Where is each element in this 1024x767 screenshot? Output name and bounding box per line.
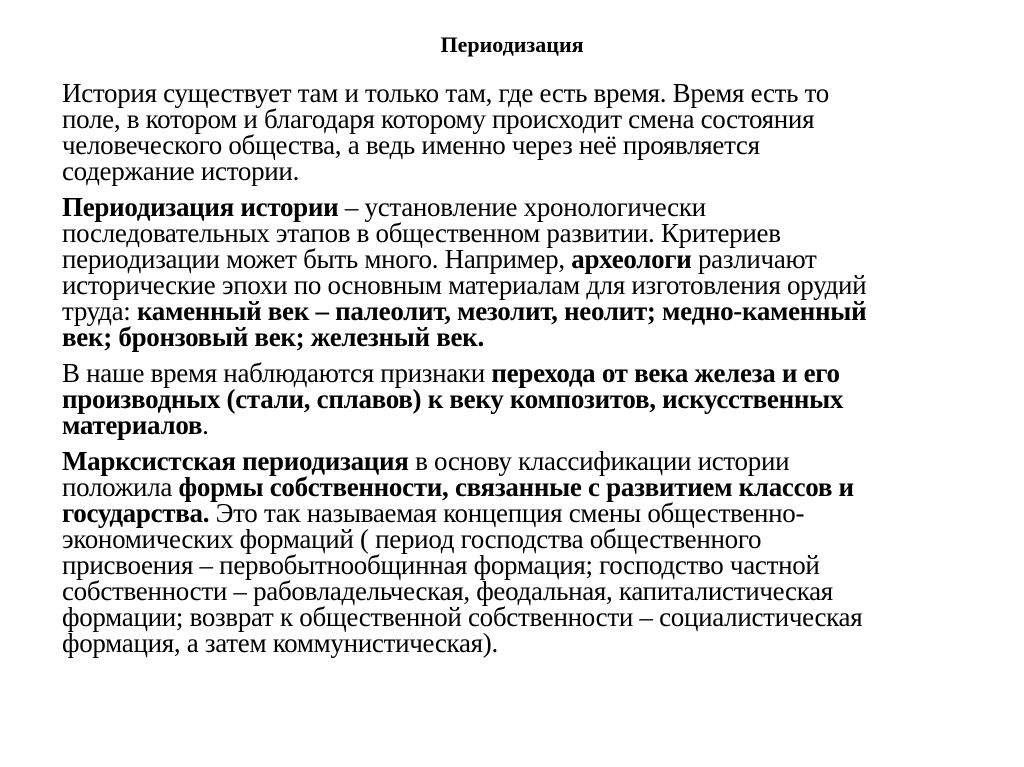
text-line [62,360,962,386]
bold-text: формы собственности, связанные с развитием классов и [178,472,854,502]
text-line [62,272,962,298]
text: поле, в котором и благодаря которому происходит смена состояния [62,104,815,134]
text-line [62,630,962,656]
bold-text: материалов [62,410,203,440]
text: формация, а затем коммунистическая). [62,628,498,658]
text: – установление хронологически [338,192,706,222]
text-line [62,132,962,158]
page-title: Периодизация [440,32,584,57]
bold-text: Периодизация истории [62,192,339,222]
text: История существует там и только там, где есть время. Время есть то [62,78,829,108]
text: человеческого общества, а ведь именно через неё проявляется [62,130,760,160]
bold-text: археологи [571,244,692,274]
text: В наше время наблюдаются признаки [62,358,492,388]
text-line [62,578,962,604]
text-line [62,386,962,412]
bold-text: государства. [62,498,210,528]
text: присвоения – первобытнообщинная формация; господство частной [62,550,820,580]
text-line [62,526,962,552]
text-line [62,220,962,246]
paragraph [62,194,962,350]
text: содержание истории. [62,156,300,186]
paragraph [62,360,962,438]
text: Это так называемая концепция смены общественно- [209,498,805,528]
text: экономических формаций ( период господства общественного [62,524,762,554]
text-line [62,324,962,350]
text: периодизации может быть много. Например, [62,244,572,274]
text-line [62,412,962,438]
text-line [62,246,962,272]
text: последовательных этапов в общественном развитии. Критериев [62,218,781,248]
text: формации; возврат к общественной собственности – социалистическая [62,602,863,632]
slide-body [62,80,962,666]
text: труда: [62,296,137,326]
bold-text: производных (стали, сплавов) к веку композитов, искусственных [62,384,844,414]
text-line [62,106,962,132]
text: . [202,410,209,440]
text: положила [62,472,179,502]
paragraph [62,448,962,656]
text: различают [691,244,817,274]
text-line [62,194,962,220]
bold-text: каменный век – палеолит, мезолит, неолит; медно-каменный [136,296,867,326]
bold-text: Марксистская периодизация [62,446,409,476]
text-line [62,158,962,184]
paragraph [62,80,962,184]
text-line [62,552,962,578]
text-line [62,474,962,500]
text: в основу классификации истории [408,446,790,476]
bold-text: век; бронзовый век; железный век. [62,322,484,352]
bold-text: перехода от века железа и его [491,358,840,388]
text-line [62,298,962,324]
text-line [62,500,962,526]
text: исторические эпохи по основным материалам для изготовления орудий [62,270,867,300]
text-line [62,448,962,474]
text-line [62,80,962,106]
text-line [62,604,962,630]
text: собственности – рабовладельческая, феодальная, капиталистическая [62,576,833,606]
